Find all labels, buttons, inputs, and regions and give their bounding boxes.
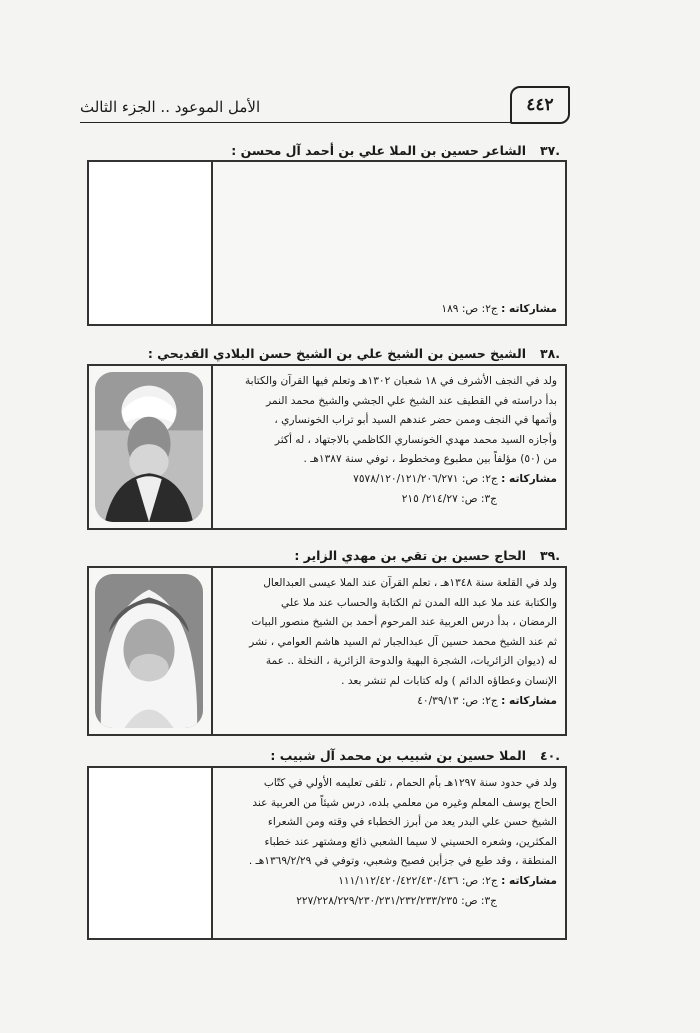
- contrib-label: مشاركاته :: [501, 694, 557, 707]
- portrait-photo: [95, 372, 203, 522]
- entry-heading: [231, 143, 560, 158]
- entry-number: .٣٨: [539, 346, 560, 361]
- photo-cell: [89, 568, 213, 734]
- contrib-value: ج٢: ص: ٧٥٧٨/١٢٠/١٢١/٢٠٦/٢٧١: [353, 472, 498, 485]
- bio-line: بدأ دراسته في القطيف عند الشيخ علي الجشي والشيخ محمد النمر: [266, 394, 557, 407]
- contrib-label: مشاركاته :: [501, 472, 557, 485]
- contrib-value: ج٢: ص: ٤٠/٣٩/١٣: [417, 694, 498, 707]
- bio-line: الحاج يوسف المعلم وغيره من معلمي بلده، درس شيئاً من العربية عند: [252, 796, 557, 809]
- bio-line: من (٥٠) مؤلفاً بين مطبوع ومخطوط ، توفي سنة ١٣٨٧هـ .: [303, 453, 557, 466]
- bio-line: المنطقة ، وقد طبع في جزأين فصيح وشعبي، وتوفي في ١٣٦٩/٢/٢٩هـ .: [248, 855, 557, 868]
- bio-line: الرمضان ، بدأ درس العربية عند المرحوم أحمد بن الشيخ منصور البيات: [251, 616, 557, 629]
- contrib-value: ج٣: ص: ٢٢٧/٢٢٨/٢٢٩/٢٣٠/٢٣١/٢٣٢/٢٣٣/٢٣٥: [296, 894, 497, 907]
- entry-name: الشاعر حسين بن الملا علي بن أحمد آل محسن :: [231, 143, 526, 158]
- entry-box: [87, 566, 567, 736]
- photo-placeholder: [89, 768, 213, 938]
- bio-line: له (ديوان الزائريات، الشجرة البهية والدوحة الزائرية ، النخلة .. عمة: [265, 655, 557, 668]
- entry-text: [215, 162, 565, 324]
- entry-text: [215, 768, 565, 938]
- entry-text: [215, 568, 565, 734]
- entry-text: [215, 366, 565, 528]
- entry-number: .٤٠: [539, 748, 560, 763]
- bio-line: والكتابة عند ملا عبد الله المدن ثم الكتابة والحساب عند ملا علي: [281, 596, 557, 609]
- bio-line: الشيخ حسن علي البدر يعد من أبرز الخطباء في وقته ومن الشعراء: [267, 816, 557, 829]
- contributions: [223, 872, 557, 892]
- entry-name: الحاج حسين بن تقي بن مهدي الزاير :: [294, 548, 526, 563]
- photo-placeholder: [89, 162, 213, 324]
- book-title: الأمل الموعود .. الجزء الثالث: [80, 98, 261, 116]
- bio-line: ولد في النجف الأشرف في ١٨ شعبان ١٣٠٢هـ وتعلم فيها القرآن والكتابة: [244, 375, 557, 387]
- header-rule: [80, 122, 512, 123]
- entry-number: .٣٩: [539, 548, 560, 563]
- contrib-label: مشاركاته :: [501, 303, 557, 316]
- entry-number: .٣٧: [539, 143, 560, 158]
- entry-box: [87, 364, 567, 530]
- entry-box: [87, 160, 567, 326]
- contributions: [441, 300, 557, 320]
- photo-cell: [89, 366, 213, 528]
- bio-line: وأجازه السيد محمد مهدي الخونساري الكاظمي بالاجتهاد ، له أكثر: [274, 433, 557, 446]
- bio-line: الإنسان وعطاؤه الدائم ) وله كتابات لم تنشر بعد .: [341, 674, 557, 687]
- entry-name: الملا حسين بن شبيب بن محمد آل شبيب :: [270, 748, 526, 763]
- contributions: [223, 692, 557, 712]
- entry-heading: [270, 748, 560, 763]
- page-header: [80, 82, 570, 128]
- contrib-value: ج٣: ص: ٢١٤/٢٧/ ٢١٥: [401, 492, 497, 505]
- entry-box: [87, 766, 567, 940]
- page-number: ٤٤٢: [510, 86, 570, 124]
- entry-heading: [294, 548, 560, 563]
- portrait-photo: [95, 574, 203, 728]
- contrib-value: ج٢: ص: ١٨٩: [441, 303, 498, 316]
- entry-heading: [148, 346, 560, 361]
- entry-name: الشيخ حسين بن الشيخ علي بن الشيخ حسن البلادي القديحي :: [147, 346, 526, 361]
- contrib-label: مشاركاته :: [501, 874, 557, 887]
- bio-line: ولد في حدود سنة ١٢٩٧هـ بأم الحمام ، تلقى تعليمه الأولي في كتّاب: [263, 777, 557, 789]
- bio-line: ثم عند الشيخ محمد حسين آل عبدالجبار ثم السيد هاشم العوامي ، نشر: [249, 635, 557, 648]
- bio-line: وأتمها في النجف وممن حضر عندهم السيد أبو تراب الخونساري ،: [274, 414, 557, 427]
- contrib-value: ج٢: ص: ١١١/١١٢/٤٢٠/٤٢٢/٤٣٠/٤٣٦: [338, 874, 498, 887]
- bio-line: ولد في القلعة سنة ١٣٤٨هـ ، تعلم القرآن عند الملا عيسى العبدالعال: [263, 577, 557, 589]
- contributions: [223, 470, 557, 490]
- bio-line: المكثرين، وشعره الحسيني لا سيما الشعبي ذائع ومشتهر عند خطباء: [264, 835, 557, 848]
